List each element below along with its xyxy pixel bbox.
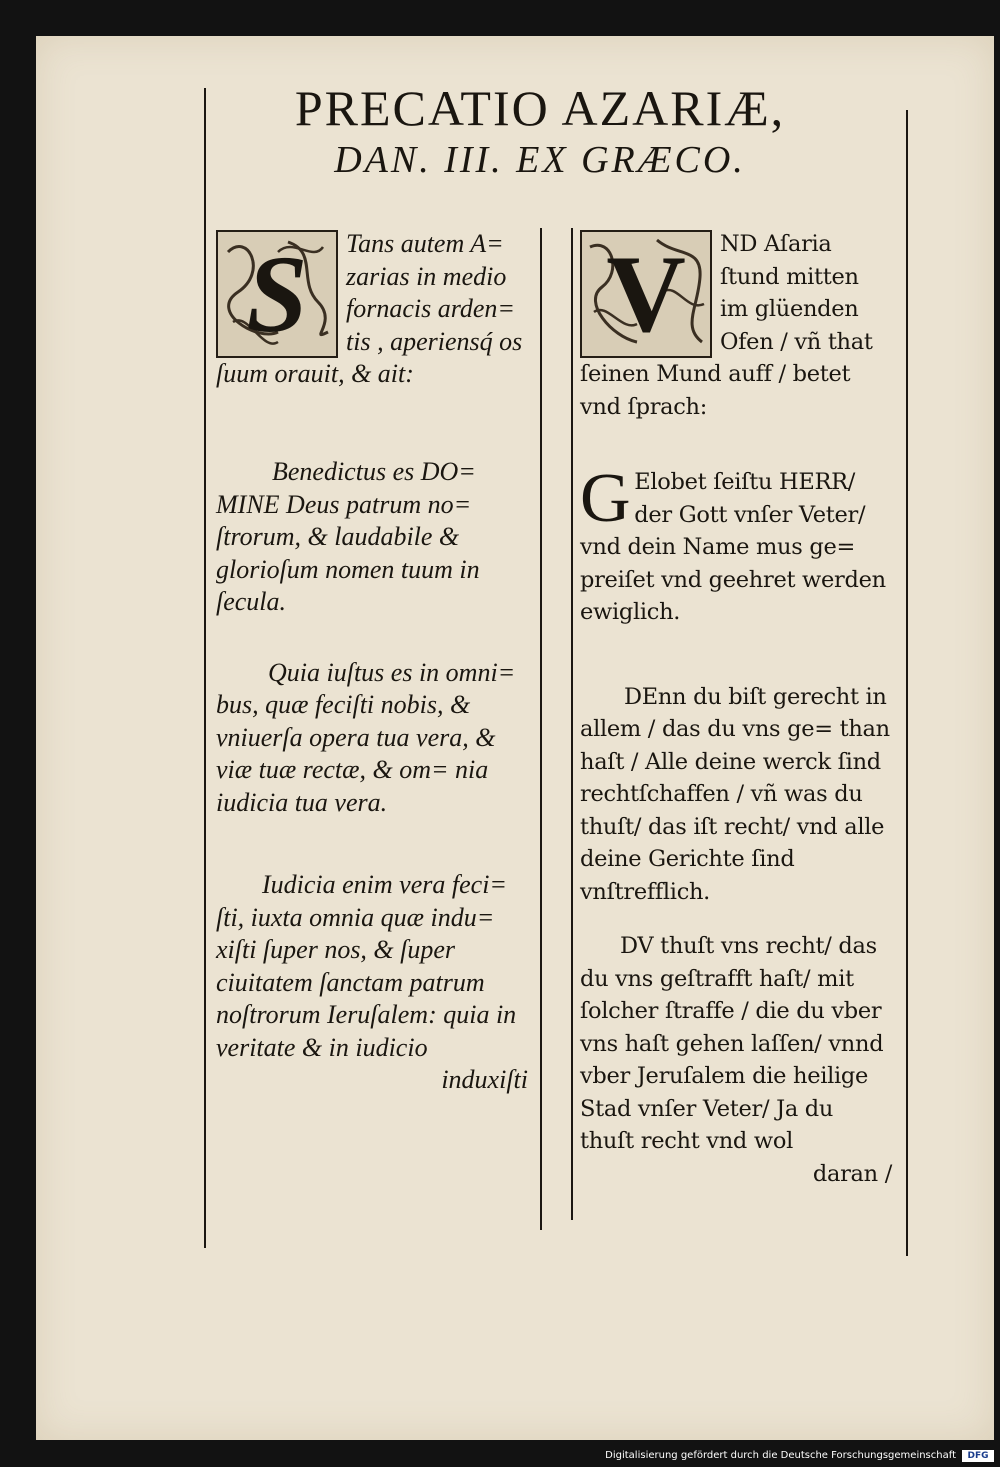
german-paragraph-1-text: ND Aſaria ſtund mitten im glüenden Ofen / vñ that ſeinen Mund auff / betet vnd ſprach:	[580, 231, 873, 420]
ornamental-initial-s	[216, 230, 338, 358]
center-column-rule-left	[540, 228, 542, 1230]
latin-paragraph-4: Iudicia enim vera feci= ſti, iuxta omnia quæ indu= xiſti ſuper nos, & ſuper ciuitatem ſanctam patrum noſtrorum Ieruſalem: quia in veritate & in iudicio	[216, 870, 517, 1062]
latin-paragraph-3: Quia iuſtus es in omni= bus, quæ feciſti nobis, & vniuerſa opera tua vera, & viæ tuæ rectæ, & om= nia iudicia tua vera.	[216, 657, 516, 817]
german-paragraph-4-catchword: daran /	[812, 1160, 892, 1187]
digitization-credit: Digitalisierung gefördert durch die Deutsche Forschungsgemeinschaft	[605, 1450, 956, 1461]
latin-paragraph-2: Benedictus es DO= MINE Deus patrum no= ſtrorum, & laudabile & glorioſum nomen tuum in ſecula.	[216, 457, 480, 616]
initial-letter-s: S	[246, 233, 308, 355]
latin-paragraph-4-catchword: induxiſti	[441, 1065, 528, 1094]
right-column-rule	[906, 110, 908, 1256]
initial-letter-g: G	[580, 460, 631, 537]
ornamental-initial-v	[580, 230, 712, 358]
latin-paragraph-1-text: Tans autem A= zarias in medio fornacis arden= tis , aperiensq́ os ſuum orauit, & ait:	[216, 229, 523, 388]
latin-column	[216, 228, 528, 1097]
page-title: PRECATIO AZARIÆ,	[294, 80, 786, 136]
german-paragraph-3: DEnn du biſt gerecht in allem / das du vns ge= than haſt / Alle deine werck ſind rechtſchaffen / vñ was du thuſt/ das iſt recht/ vnd alle deine Gerichte ſind vnſtrefflich.	[580, 683, 890, 905]
initial-letter-v: V	[606, 233, 686, 355]
german-paragraph-1	[580, 228, 892, 424]
german-paragraph-2	[580, 460, 892, 629]
center-column-rule-right	[571, 228, 573, 1220]
german-column	[580, 228, 892, 1190]
german-paragraph-2-text: Elobet ſeiſtu HERR/ der Gott vnſer Veter/ vnd dein Name mus ge= preiſet vnd geehret werden ewiglich.	[580, 469, 886, 625]
page-subtitle: DAN. III. EX GRÆCO.	[334, 139, 746, 181]
dfg-logo: DFG	[962, 1450, 994, 1462]
german-paragraph-4: DV thuſt vns recht/ das du vns geſtrafft haſt/ mit ſolcher ſtraffe / die du vber vns haſt gehen laſſen/ vnnd vber Jeruſalem die heilige Stad vnſer Veter/ Ja du thuſt recht vnd wol	[580, 933, 884, 1154]
left-column-rule	[204, 88, 206, 1248]
latin-paragraph-1	[216, 228, 528, 424]
